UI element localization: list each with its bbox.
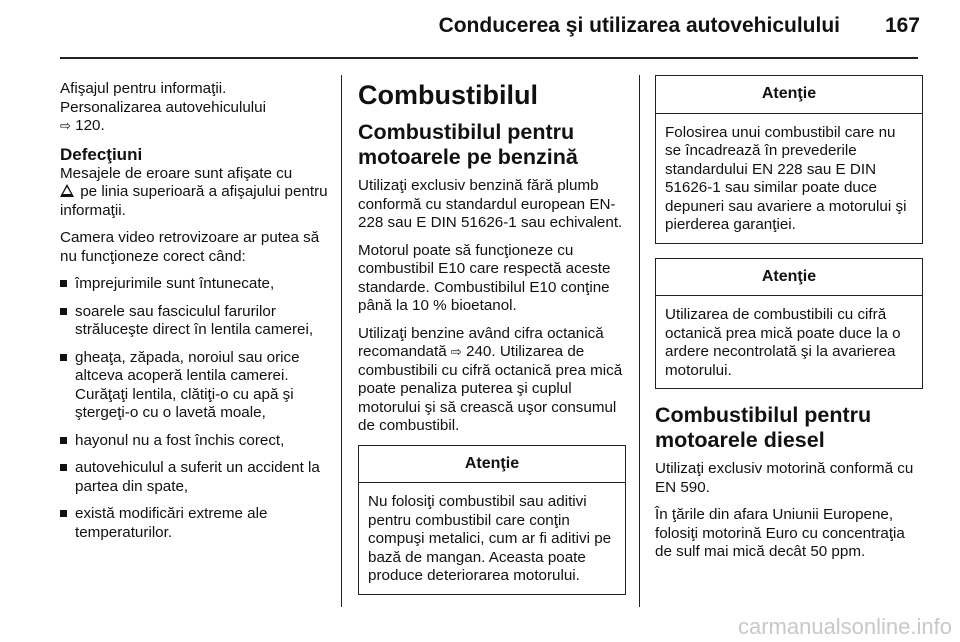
intro-paragraph — [60, 80, 330, 136]
octane-page-ref[interactable]: 240. — [466, 343, 496, 360]
column-divider — [639, 75, 640, 607]
bullet-icon — [60, 354, 67, 361]
intro-line-2: Personalizarea autovehiculului — [60, 98, 267, 116]
caution-box — [655, 75, 923, 244]
bullet-icon — [60, 510, 67, 517]
caution-box-title: Atenţie — [359, 446, 625, 484]
list-item: gheaţa, zăpada, noroiul sau orice altceva acoperă lentila camerei. Curăţaţi lentila, clătiţi-o cu apă şi ştergeţi-o cu o lavetă moale, — [60, 349, 330, 423]
caution-box — [655, 258, 923, 390]
section-heading-petrol: Combustibilul pentru motoarele pe benzină — [358, 120, 578, 169]
conditions-list — [60, 275, 330, 542]
petrol-paragraph-1: Utilizaţi exclusiv benzină fără plumb conformă cu standardul european EN-228 sau E DIN 51626-1 sau echivalent. — [358, 177, 623, 231]
column-3 — [655, 75, 923, 571]
list-item: împrejurimile sunt întunecate, — [60, 275, 330, 294]
caution-box-text: Utilizarea de combustibili cu cifră octanică prea mică poate duce la o ardere necontrolată şi la avarierea motorului. — [665, 306, 901, 379]
list-item: există modificări extreme ale temperaturilor. — [60, 505, 330, 542]
list-item: hayonul nu a fost închis corect, — [60, 432, 330, 451]
petrol-paragraph-2: Motorul poate să funcţioneze cu combustibil E10 care respectă aceste standarde. Combustibilul E10 conţine până la 10 % bioetanol. — [358, 241, 611, 314]
list-item: autovehiculul a suferit un accident la partea din spate, — [60, 459, 330, 496]
bullet-icon — [60, 280, 67, 287]
petrol-paragraph-3: Utilizaţi benzine având cifra octanică recomandată ⇨ 240. Utilizarea de combustibili cu cifră octanică prea mică poate penaliza puterea şi cuplul motorului şi să crească uşor consumul de combustibil. — [358, 324, 623, 434]
header-rule — [60, 57, 918, 59]
intro-page-ref[interactable]: 120. — [75, 117, 105, 134]
column-divider — [341, 75, 342, 607]
page-header — [0, 0, 960, 56]
bullet-icon — [60, 308, 67, 315]
page-number: 167 — [884, 14, 920, 37]
intro-line-1: Afişajul pentru informaţii. — [60, 80, 227, 97]
section-title-fuel: Combustibilul — [358, 80, 538, 110]
camera-paragraph: Camera video retrovizoare ar putea să nu funcţioneze corect când: — [60, 229, 320, 265]
page-reference-arrow-icon: ⇨ — [450, 344, 462, 359]
caution-box — [358, 445, 626, 595]
warning-triangle-icon — [60, 184, 74, 197]
caution-box-text: Nu folosiţi combustibil sau aditivi pentru combustibil care conţin compuşi metalici, cum ar fi aditivi pe bază de mangan. Aceasta poate produce deteriorarea motorului. — [368, 493, 612, 584]
page-reference-arrow-icon: ⇨ — [60, 118, 71, 133]
caution-box-text: Folosirea unui combustibil care nu se încadrează în prevederile standardului EN 228 sau E DIN 51626-1 sau similar poate duce depuneri sau avariere a motorului şi pierderea garanţiei. — [665, 123, 907, 233]
diesel-paragraph-1: Utilizaţi exclusiv motorină conformă cu EN 590. — [655, 460, 914, 496]
column-2 — [358, 80, 626, 609]
defects-text-a: Mesajele de eroare sunt afişate cu — [60, 164, 293, 182]
list-item: soarele sau fasciculul farurilor străluceşte direct în lentila camerei, — [60, 303, 330, 340]
defects-heading: Defecţiuni — [60, 144, 143, 164]
header-title: Conducerea şi utilizarea autovehiculului — [438, 14, 840, 37]
section-heading-diesel: Combustibilul pentru motoarele diesel — [655, 403, 872, 452]
caution-box-title: Atenţie — [656, 76, 922, 114]
defects-text-b: pe linia superioară a afişajului pentru informaţii. — [60, 183, 328, 219]
bullet-icon — [60, 437, 67, 444]
defects-paragraph — [60, 165, 330, 221]
column-1 — [60, 80, 330, 551]
bullet-icon — [60, 464, 67, 471]
diesel-paragraph-2: În ţările din afara Uniunii Europene, folosiţi motorină Euro cu concentraţia de sulf mai mică decât 50 ppm. — [655, 506, 905, 560]
caution-box-title: Atenţie — [656, 259, 922, 297]
watermark: carmanualsonline.info — [737, 614, 952, 639]
